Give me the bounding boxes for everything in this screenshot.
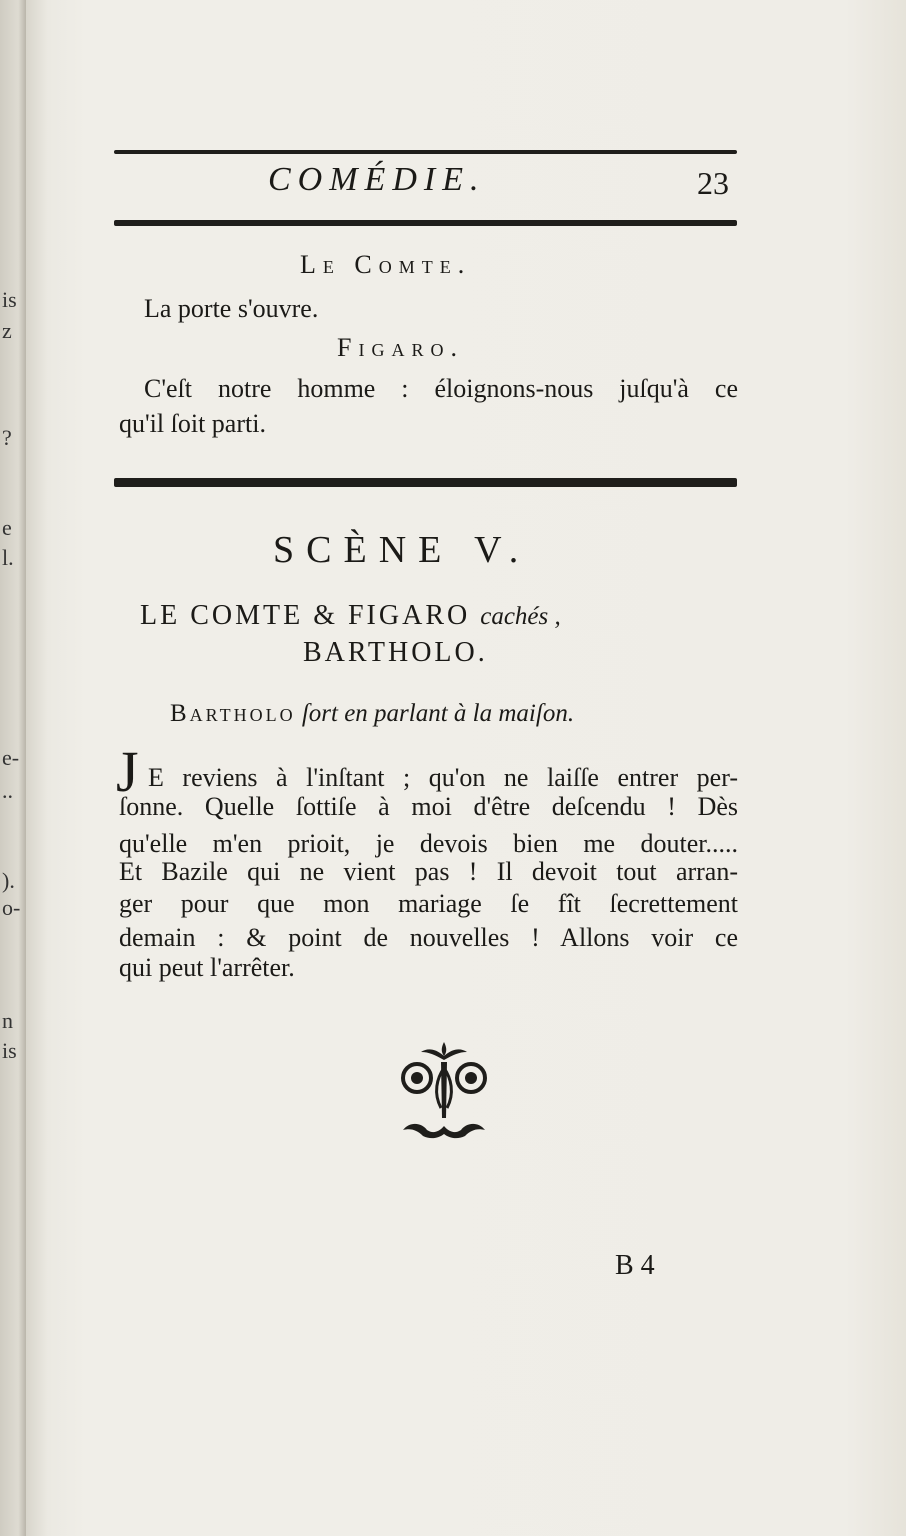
margin-fragment: ? [2, 425, 12, 450]
speech-line: ger pour que mon mariage ſe fît ſecrettement [119, 889, 738, 918]
scene-title: SCÈNE V. [273, 529, 531, 571]
margin-fragment: l. [2, 545, 14, 570]
margin-fragment: e [2, 515, 12, 540]
speech-line: ſonne. Quelle ſottiſe à moi d'être deſcendu ! Dès [119, 792, 738, 821]
margin-fragment: o- [2, 895, 21, 920]
margin-fragment: is [2, 1038, 17, 1063]
margin-fragment: n [2, 1008, 13, 1033]
scene-divider-rule [114, 478, 737, 487]
margin-fragment: z [2, 318, 12, 343]
speech-line: qui peut l'arrêter. [119, 953, 295, 982]
header-rule-bottom [114, 220, 737, 226]
margin-fragment: is [2, 287, 17, 312]
characters-names: LE COMTE & FIGARO [140, 600, 471, 631]
margin-fragment: ). [2, 868, 15, 893]
speech-line: Et Bazile qui ne vient pas ! Il devoit tout arran- [119, 857, 738, 886]
speech-line: E reviens à l'inſtant ; qu'on ne laiſſe entrer per- [148, 763, 738, 792]
dialogue-line: C'eſt notre homme : éloignons-nous juſqu'à ce [144, 374, 738, 403]
header-rule-top [114, 150, 737, 154]
stage-direction [170, 700, 574, 728]
stage-speaker: Bartholo [170, 700, 296, 727]
dialogue-line: La porte s'ouvre. [144, 294, 319, 323]
speech-line: demain : & point de nouvelles ! Allons voir ce [119, 923, 738, 952]
running-head-title: COMÉDIE. [268, 161, 486, 198]
margin-fragment: e- [2, 745, 20, 770]
margin-fragment: .. [2, 778, 13, 803]
scene-characters [140, 600, 561, 632]
signature-mark: B 4 [615, 1250, 655, 1281]
page-number: 23 [697, 165, 729, 201]
speaker-figaro: Figaro. [337, 333, 464, 362]
drop-cap: J [116, 739, 139, 804]
scene-characters-second-line: BARTHOLO. [303, 637, 488, 668]
facing-page-edge [0, 0, 26, 1536]
speech-line: qu'elle m'en prioit, je devois bien me douter..... [119, 829, 738, 858]
speaker-le-comte: Le Comte. [300, 250, 472, 279]
stage-direction-text: ſort en parlant à la maiſon. [301, 700, 575, 727]
characters-note: cachés , [480, 603, 561, 630]
dialogue-line: qu'il ſoit parti. [119, 409, 266, 438]
fleuron-ornament-icon [397, 1038, 492, 1143]
